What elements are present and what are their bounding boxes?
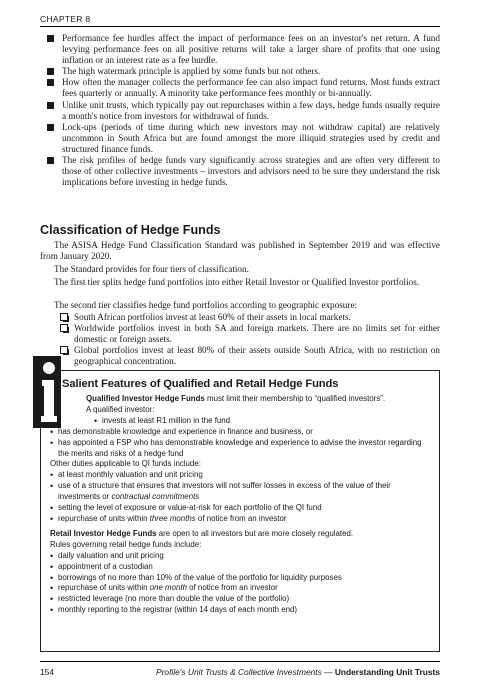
list-item: Lock-ups (periods of time during which new investors may not withdraw capital) are relatively uncommon in South Africa but are found amongst the more illiquid strategies used by credit and structured finance funds. [40, 122, 440, 155]
checkbox-icon [60, 346, 68, 354]
list-item: • has appointed a FSP who has demonstrable knowledge and experience to advise the investor regarding the merits and risks of a hedge fund [50, 438, 432, 460]
list-item: How often the manager collects the performance fee can also impact fund returns. Most funds extract fees quarterly or annually. A minority take performance fees monthly or bi-annually. [40, 77, 440, 99]
square-bullet-icon [47, 79, 54, 86]
list-item: • at least monthly valuation and unit pricing [50, 470, 432, 481]
list-item: • setting the level of exposure or value-at-risk for each portfolio of the QI fund [50, 503, 432, 514]
section-heading: Classification of Hedge Funds [40, 223, 221, 237]
qi-lead: Qualified Investor Hedge Funds must limit their membership to “qualified investors”. [86, 394, 386, 403]
list-item: Unlike unit trusts, which typically pay out repurchases within a few days, hedge funds usually require a month's notice from investors for withdrawal of funds. [40, 100, 440, 122]
list-item: Global portfolios invest at least 80% of their assets outside South Africa, with no restriction on geographical concentration. [40, 345, 440, 367]
list-item: • restricted leverage (no more than double the value of the portfolio) [50, 594, 432, 605]
paragraph: The ASISA Hedge Fund Classification Standard was published in September 2019 and was effective from January 2020. [40, 240, 440, 261]
box-content [50, 394, 432, 616]
fee-bullet-list [40, 33, 440, 188]
square-bullet-icon [47, 102, 54, 109]
list-item: • repurchase of units within one month of notice from an investor [50, 583, 432, 594]
paragraph: The Standard provides for four tiers of classification. [54, 264, 249, 274]
list-item: • daily valuation and unit pricing [50, 551, 432, 562]
list-item: • appointment of a custodian [50, 562, 432, 573]
ri-rules-label: Rules governing retail hedge funds include: [50, 539, 202, 549]
paragraph: The first tier splits hedge fund portfolios into either Retail Investor or Qualified Investor portfolios. [54, 277, 420, 287]
checkbox-icon [60, 324, 68, 332]
list-item: • borrowings of no more than 10% of the value of the portfolio for liquidity purposes [50, 573, 432, 584]
geographic-checklist [40, 312, 440, 367]
running-footer: Profile's Unit Trusts & Collective Investments — Understanding Unit Trusts [156, 667, 440, 677]
list-item: Worldwide portfolios invest in both SA and foreign markets. There are no limits set for either domestic or foreign assets. [40, 323, 440, 345]
list-item: The high watermark principle is applied by some funds but not others. [40, 66, 440, 77]
checkbox-icon [60, 313, 68, 321]
ri-lead: Retail Investor Hedge Funds are open to all investors but are more closely regulated. [50, 528, 354, 538]
footer-rule [40, 661, 440, 662]
list-item: The risk profiles of hedge funds vary significantly across strategies and are often very different to those of other collective investments – investors and advisors need to be sure they understand the risk implications before investing in hedge funds. [40, 155, 440, 188]
square-bullet-icon [47, 157, 54, 164]
list-item: • has demonstrable knowledge and experience in finance and business, or [50, 427, 432, 438]
paragraph: The second tier classifies hedge fund portfolios according to geographic exposure: [54, 300, 358, 310]
list-item: • use of a structure that ensures that investors will not suffer losses in excess of the value of their investments or contractual commitments [50, 481, 432, 503]
page-number: 154 [40, 667, 54, 677]
square-bullet-icon [47, 35, 54, 42]
qi-definition: A qualified investor: [86, 404, 155, 414]
square-bullet-icon [47, 124, 54, 131]
list-item: South African portfolios invest at least 60% of their assets in local markets. [40, 312, 440, 323]
list-item: Performance fee hurdles affect the impact of performance fees on an investor's net return. A fund levying performance fees on all positive returns will take a larger share of profits that one using inflation or an interest rate as a fee hurdle. [40, 33, 440, 66]
list-item: • invests at least R1 million in the fund [94, 416, 432, 427]
qi-duties-label: Other duties applicable to QI funds include: [50, 459, 201, 469]
list-item: • repurchase of units within three months of notice from an investor [50, 514, 432, 525]
square-bullet-icon [47, 68, 54, 75]
box-title: Salient Features of Qualified and Retail Hedge Funds [62, 378, 339, 390]
chapter-header: CHAPTER 8 [40, 14, 91, 24]
header-rule [40, 26, 440, 27]
list-item: • monthly reporting to the registrar (within 14 days of each month end) [50, 605, 432, 616]
